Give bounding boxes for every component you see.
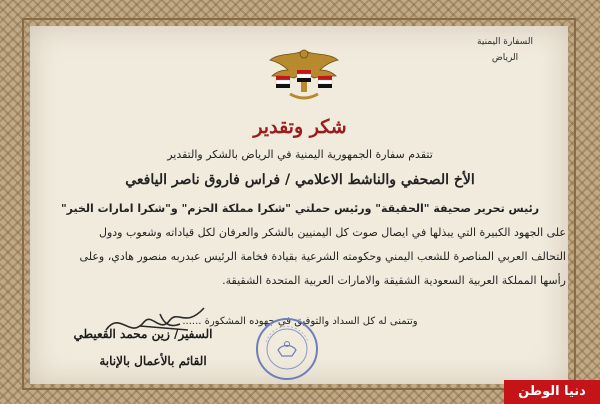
embassy-seal-stamp-icon bbox=[256, 318, 318, 380]
closing-line: وتتمنى له كل السداد والتوفيق في جهوده المشكورة ...... bbox=[182, 316, 418, 327]
embassy-city: الرياض bbox=[491, 53, 519, 63]
body-line-3: رأسها المملكة العربية السعودية الشقيقة والامارات العربية المتحدة الشقيقة. bbox=[222, 274, 566, 287]
ambassador-name: السفير/ زين محمد القعيطي bbox=[73, 327, 213, 341]
site-watermark: دنيا الوطن bbox=[504, 380, 600, 404]
embassy-header bbox=[450, 34, 560, 66]
embassy-name: السفارة اليمنية bbox=[477, 37, 533, 47]
yemen-eagle-emblem-icon bbox=[268, 42, 340, 106]
intro-line: تتقدم سفارة الجمهورية اليمنية في الرياض بالشكر والتقدير bbox=[167, 148, 433, 161]
ambassador-title: القائم بالأعمال بالإنابة bbox=[99, 354, 207, 368]
body-line-1: على الجهود الكبيرة التي يبذلها في ايصال صوت كل اليمنيين بالشكر والعرفان لكل قياداته وشعوب ودول bbox=[98, 226, 566, 239]
certificate-title: شكر وتقدير bbox=[253, 116, 347, 138]
recipient-name: الأخ الصحفي والناشط الاعلامي / فراس فاروق ناصر اليافعي bbox=[125, 172, 475, 188]
recipient-role: رئيس تحرير صحيفة "الحقيقة" ورئيس حملتي "شكرا مملكة الحزم" و"شكرا امارات الخير" bbox=[60, 202, 540, 215]
body-line-2: التحالف العربي المناصرة للشعب اليمني وحكومته الشرعية بقيادة فخامة الرئيس عبدربه منصور هادي، وعلى bbox=[79, 250, 566, 263]
